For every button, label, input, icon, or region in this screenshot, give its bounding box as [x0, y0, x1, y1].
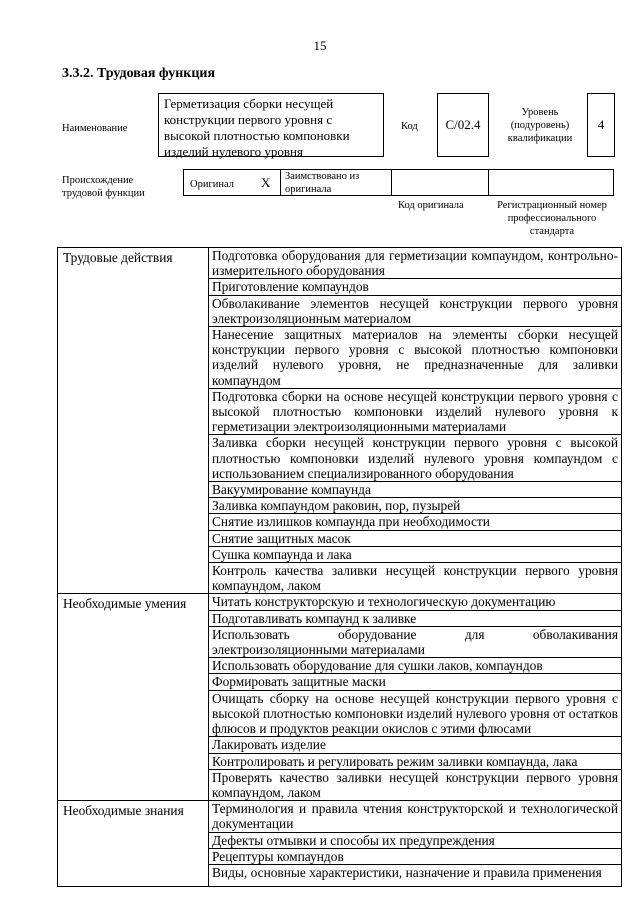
list-item: Подготовка сборки на основе несущей конструкции первого уровня с высокой плотностью компоновки изделий нулевого уровня к герметизации электроизоляционными материалами [209, 389, 621, 436]
table-row [58, 801, 622, 887]
function-table [57, 247, 622, 887]
list-item: Проверять качество заливки несущей конструкции первого уровня компаундом, лаком [212, 769, 618, 800]
list-item: Заливка компаундом раковин, пор, пузырей [209, 498, 621, 514]
level-label: Уровень (подуровень) квалификации [507, 107, 573, 144]
list-item: Контроль качества заливки несущей конструкции первого уровня компаундом, лаком [212, 563, 618, 594]
divider [280, 170, 281, 195]
list-item: Очищать сборку на основе несущей конструкции первого уровня с высокой плотностью компоновки изделий нулевого уровня от остатков флюсов и продуктов реакции окислов с этими флюсами [209, 691, 621, 738]
section-heading: 3.3.2. Трудовая функция [62, 66, 216, 81]
items-cell [209, 594, 622, 801]
borrowed-label: Заимствовано из оригинала [285, 171, 360, 195]
code-label: Код [401, 121, 418, 132]
code-box [437, 93, 489, 157]
list-item: Формировать защитные маски [209, 674, 621, 690]
list-item: Нанесение защитных материалов на элементы сборки несущей конструкции первого уровня с высокой плотностью компоновки изделий нулевого уровня, не предназначенные для заливки компаундом [209, 327, 621, 389]
list-item: Подготовка оборудования для герметизации компаундом, контрольно-измерительного оборудования [209, 248, 621, 279]
list-item: Заливка сборки несущей конструкции первого уровня с высокой плотностью компоновки изделий нулевого уровня компаундом с использованием специализированного оборудования [209, 435, 621, 482]
list-item: Вакуумирование компаунда [209, 482, 621, 498]
level-box [587, 93, 615, 157]
name-label: Наименование [62, 123, 128, 134]
divider [488, 170, 489, 195]
list-item: Терминология и правила чтения конструкторской и технологической документации [209, 801, 621, 832]
original-mark: X [261, 175, 271, 190]
list-item: Контролировать и регулировать режим заливки компаунда, лака [209, 754, 621, 770]
list-item: Дефекты отмывки и способы их предупреждения [209, 833, 621, 849]
list-item: Обволакивание элементов несущей конструкции первого уровня электроизоляционным материалом [209, 296, 621, 327]
list-item: Рецептуры компаундов [209, 849, 621, 865]
origin-label: Происхождение трудовой функции [62, 175, 145, 199]
list-item: Использовать оборудование для сушки лаков, компаундов [209, 658, 621, 674]
list-item: Сушка компаунда и лака [209, 547, 621, 563]
table-row [58, 594, 622, 801]
page-number: 15 [313, 38, 327, 53]
origin-row [183, 169, 614, 196]
category-cell: Трудовые действия [58, 248, 209, 594]
list-item: Подготавливать компаунд к заливке [209, 611, 621, 627]
category-cell: Необходимые умения [58, 594, 209, 801]
function-name: Герметизация сборки несущей конструкции первого уровня с высокой плотностью компоновки изделий нулевого уровня [164, 96, 350, 159]
category-cell: Необходимые знания [58, 801, 209, 887]
function-name-box [158, 93, 384, 157]
divider [391, 170, 392, 195]
origin-code-label: Код оригинала [398, 200, 464, 211]
list-item: Виды, основные характеристики, назначение и правила применения [212, 864, 602, 880]
list-item: Приготовление компаундов [209, 279, 621, 295]
table-row [58, 248, 622, 594]
code-value: C/02.4 [445, 117, 481, 132]
level-value: 4 [597, 117, 605, 132]
items-cell [209, 248, 622, 594]
items-cell [209, 801, 622, 887]
list-item: Снятие излишков компаунда при необходимости [209, 514, 621, 530]
list-item: Лакировать изделие [209, 737, 621, 753]
original-label: Оригинал [190, 179, 234, 190]
reg-number-label: Регистрационный номер профессионального стандарта [497, 200, 607, 237]
list-item: Использовать оборудование для обволакивания электроизоляционными материалами [209, 627, 621, 658]
list-item: Читать конструкторскую и технологическую документацию [209, 594, 621, 610]
list-item: Снятие защитных масок [209, 531, 621, 547]
